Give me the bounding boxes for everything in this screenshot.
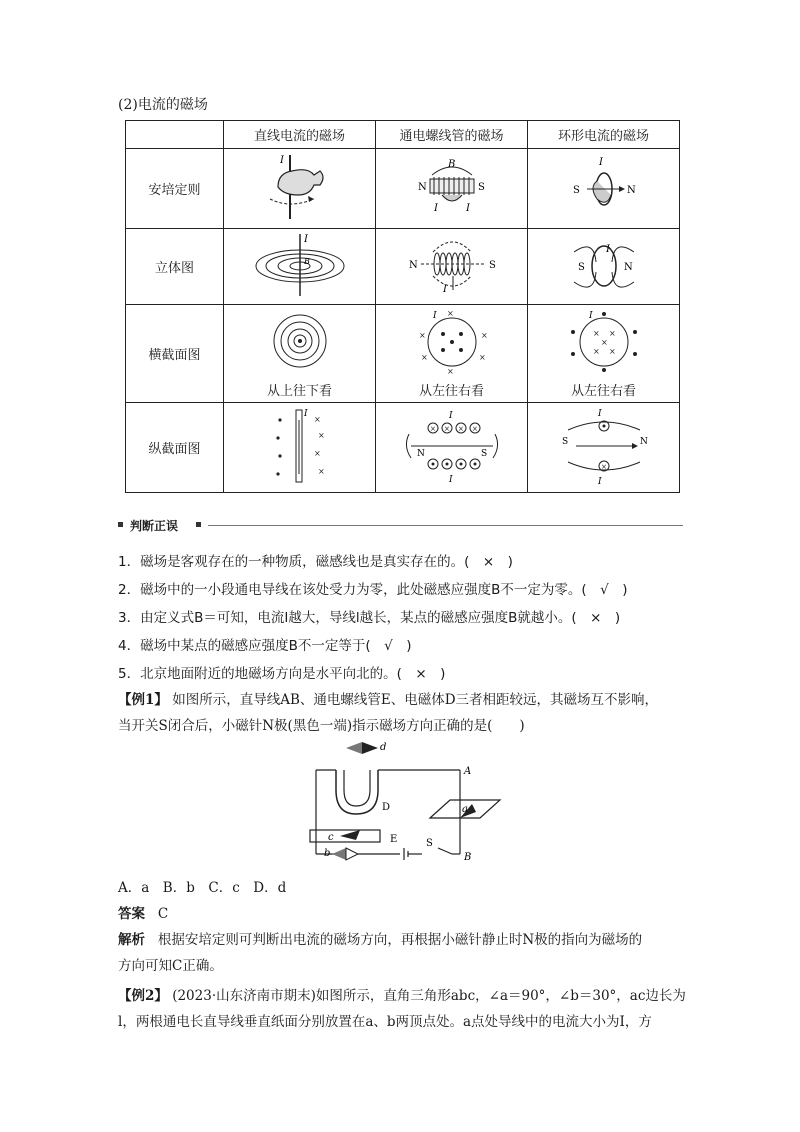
svg-text:×: × — [478, 353, 486, 362]
table-row — [126, 149, 680, 229]
svg-text:N: N — [417, 181, 427, 193]
svg-text:D: D — [382, 802, 391, 813]
example1-options: A．a B．b C．c D．d — [118, 880, 287, 896]
judge-section-header — [118, 517, 683, 533]
svg-text:×: × — [600, 462, 607, 471]
judge-title: 判断正误 — [130, 519, 179, 533]
svg-text:×: × — [608, 329, 616, 338]
svg-text:I: I — [442, 283, 447, 295]
svg-text:S: S — [426, 838, 433, 849]
figure-straight-ampere — [224, 149, 376, 229]
svg-text:N: N — [639, 436, 648, 447]
figure-solenoid-longitudinal — [376, 403, 528, 493]
caption-left-right-2: 从左往右看 — [570, 384, 636, 399]
svg-text:I: I — [433, 202, 438, 214]
svg-text:S: S — [561, 436, 568, 447]
header-loop-current: 环形电流的磁场 — [528, 121, 680, 149]
example1-line2: 当开关S闭合后，小磁针N极(黑色一端)指示磁场方向正确的是( ) — [118, 718, 525, 734]
header-blank — [126, 121, 224, 149]
row-label-3d-view: 立体图 — [126, 229, 224, 305]
header-straight-current: 直线电流的磁场 — [224, 121, 376, 149]
svg-text:B: B — [303, 256, 310, 266]
svg-text:×: × — [313, 448, 321, 458]
svg-text:×: × — [418, 331, 426, 340]
svg-text:×: × — [471, 424, 478, 433]
example2-text-1: (2023·山东济南市期末)如图所示，直角三角形abc，∠a＝90°，∠b＝30°，ac边长为 — [172, 988, 686, 1004]
analysis-text-1: 根据安培定则可判断出电流的磁场方向，再根据小磁针静止时N极的指向为磁场的 — [157, 932, 643, 948]
svg-text:B: B — [464, 852, 472, 863]
svg-text:E: E — [390, 834, 398, 845]
svg-text:×: × — [429, 424, 436, 433]
caption-top-down: 从上往下看 — [266, 384, 332, 399]
figure-loop-ampere — [528, 149, 680, 229]
judge-item-4: 4．磁场中某点的磁感应强度B不一定等于( √ ) — [118, 638, 412, 654]
table-row — [126, 229, 680, 305]
svg-text:a: a — [462, 804, 468, 815]
svg-text:×: × — [592, 329, 600, 338]
example1-analysis-line1 — [118, 928, 642, 948]
judge-item-3: 3．由定义式B＝可知，电流I越大，导线l越长，某点的磁感应强度B就越小。( × ) — [118, 610, 621, 626]
figure-solenoid-ampere — [376, 149, 528, 229]
svg-text:I: I — [605, 243, 610, 255]
svg-text:×: × — [457, 424, 464, 433]
svg-text:×: × — [313, 414, 321, 424]
square-bullet-icon — [118, 522, 123, 527]
analysis-label: 解析 — [118, 932, 145, 948]
svg-text:I: I — [588, 311, 593, 321]
judge-item-1: 1．磁场是客观存在的一种物质，磁感线也是真实存在的。( × ) — [118, 554, 513, 570]
divider — [208, 525, 683, 526]
row-label-cross-section: 横截面图 — [126, 305, 224, 403]
svg-text:×: × — [420, 353, 428, 362]
svg-text:I: I — [279, 154, 284, 166]
caption-left-right-1: 从左往右看 — [418, 384, 484, 399]
svg-text:b: b — [324, 848, 331, 859]
judge-item-5: 5．北京地面附近的地磁场方向是水平向北的。( × ) — [118, 666, 446, 682]
svg-text:c: c — [328, 832, 334, 843]
row-label-longitudinal-section: 纵截面图 — [126, 403, 224, 493]
example1-circuit-figure — [300, 738, 510, 864]
example1-tag: 【例1】 — [118, 692, 168, 708]
svg-text:N: N — [623, 261, 633, 273]
svg-text:I: I — [597, 408, 602, 419]
svg-text:I: I — [448, 410, 453, 421]
svg-text:×: × — [480, 331, 488, 340]
figure-straight-longitudinal — [224, 403, 376, 493]
svg-text:S: S — [480, 448, 487, 459]
row-label-ampere-rule: 安培定则 — [126, 149, 224, 229]
section-title: (2)电流的磁场 — [118, 97, 208, 113]
example2-line2: l，两根通电长直导线垂直纸面分别放置在a、b两顶点处。a点处导线中的电流大小为I，方 — [118, 1014, 652, 1030]
figure-straight-3d — [224, 229, 376, 305]
svg-text:×: × — [446, 367, 454, 374]
svg-text:N: N — [408, 259, 418, 271]
svg-text:d: d — [380, 742, 387, 753]
table-row — [126, 305, 680, 403]
svg-text:S: S — [577, 261, 585, 273]
figure-loop-cross — [528, 305, 680, 403]
svg-text:×: × — [608, 347, 616, 356]
table-header-row — [126, 121, 680, 149]
example1-text-1: 如图所示，直导线AB、通电螺线管E、电磁体D三者相距较远，其磁场互不影响， — [172, 692, 659, 708]
svg-text:×: × — [600, 338, 608, 347]
svg-text:S: S — [488, 259, 496, 271]
svg-text:N: N — [626, 184, 636, 196]
table-row — [126, 403, 680, 493]
figure-loop-3d — [528, 229, 680, 305]
svg-text:×: × — [446, 309, 454, 318]
example1-line1 — [118, 688, 658, 708]
answer-value: C — [157, 906, 169, 922]
svg-text:×: × — [443, 424, 450, 433]
svg-text:I: I — [598, 156, 603, 168]
figure-loop-longitudinal — [528, 403, 680, 493]
judge-item-2: 2．磁场中的一小段通电导线在该处受力为零，此处磁感应强度B不一定为零。( √ ) — [118, 582, 628, 598]
svg-text:I: I — [597, 476, 602, 486]
svg-text:S: S — [477, 181, 485, 193]
svg-text:I: I — [448, 474, 453, 485]
example2-tag: 【例2】 — [118, 988, 168, 1004]
svg-text:I: I — [303, 233, 308, 245]
example1-answer — [118, 902, 168, 922]
svg-text:×: × — [317, 430, 325, 440]
figure-solenoid-3d — [376, 229, 528, 305]
current-magnetic-field-table — [125, 120, 680, 493]
svg-text:N: N — [416, 448, 425, 459]
svg-text:I: I — [465, 202, 470, 214]
svg-text:A: A — [464, 766, 472, 777]
svg-text:×: × — [592, 347, 600, 356]
svg-text:S: S — [572, 184, 580, 196]
header-solenoid: 通电螺线管的磁场 — [376, 121, 528, 149]
figure-solenoid-cross — [376, 305, 528, 403]
svg-text:B: B — [447, 158, 455, 170]
example2-line1 — [118, 984, 686, 1004]
example1-analysis-line2: 方向可知C正确。 — [118, 958, 223, 974]
answer-label: 答案 — [118, 906, 145, 922]
figure-straight-cross — [224, 305, 376, 403]
square-bullet-icon — [196, 522, 201, 527]
svg-text:I: I — [432, 311, 437, 321]
svg-text:×: × — [317, 466, 325, 476]
svg-text:I: I — [303, 408, 308, 419]
